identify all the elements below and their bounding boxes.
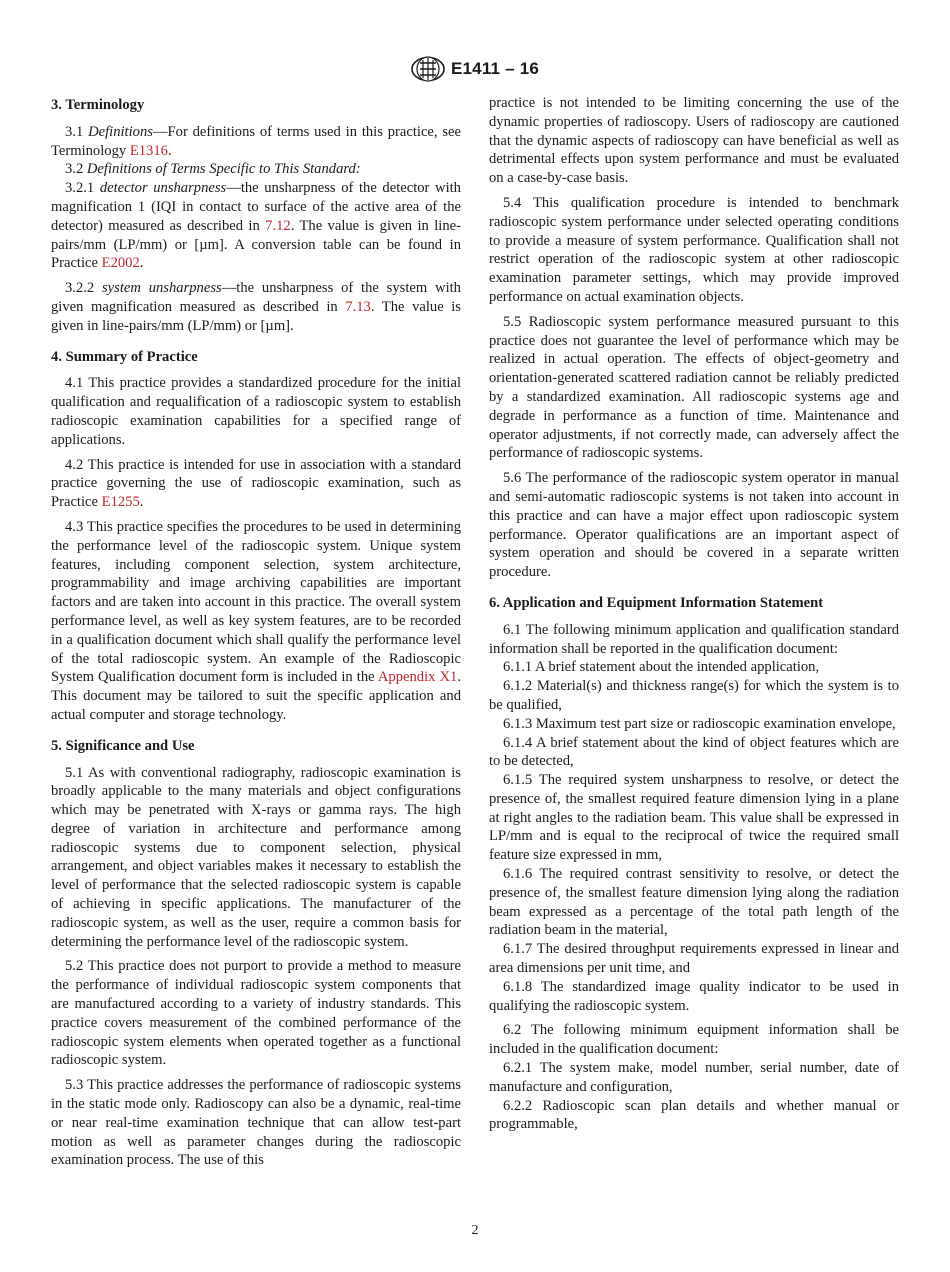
para-5-2: 5.2 This practice does not purport to provide a method to measure the performance of individual radioscopic system components that are manufactured according to a variety of industry standards. This practice covers measurement of the combined performance of the radioscopic system elements when operated together as a functional radioscopic system. bbox=[51, 958, 461, 1069]
para-6-1-4: 6.1.4 A brief statement about the kind of object features which are to be detected, bbox=[489, 734, 899, 770]
link-e1316[interactable]: E1316 bbox=[129, 142, 168, 159]
para-6-2: 6.2 The following minimum equipment information shall be included in the qualification document: bbox=[489, 1022, 899, 1058]
page-number: 2 bbox=[471, 1223, 479, 1238]
link-7-12[interactable]: 7.12 bbox=[265, 217, 291, 234]
right-column bbox=[489, 94, 899, 1134]
page-header bbox=[0, 56, 950, 82]
para-6-1-1: 6.1.1 A brief statement about the intended application, bbox=[503, 659, 820, 676]
para-6-2-2: 6.2.2 Radioscopic scan plan details and whether manual or programmable, bbox=[489, 1097, 899, 1133]
left-column bbox=[51, 94, 461, 1176]
section-5-title: 5. Significance and Use bbox=[51, 737, 195, 754]
para-6-1-6: 6.1.6 The required contrast sensitivity to resolve, or detect the presence of, the smallest feature dimension lying along the radiation beam expressed as a percentage of the total path length of the radiation beam in the material, bbox=[489, 866, 899, 939]
link-e2002[interactable]: E2002 bbox=[101, 255, 140, 272]
link-7-13[interactable]: 7.13 bbox=[345, 298, 371, 315]
para-5-3-continued: practice is not intended to be limiting concerning the use of the dynamic properties of radioscopy. Users of radioscopy are cautioned that the dynamic aspects of radioscopy can have beneficial as well as detrimental effects upon system performance and must be evaluated on a case-by-case basis. bbox=[489, 95, 899, 187]
para-4-2: 4.2 This practice is intended for use in association with a standard practice governing the use of radioscopic examination, such as Practice E1255. bbox=[51, 456, 461, 511]
para-6-1-7: 6.1.7 The desired throughput requirements expressed in linear and area dimensions per unit time, and bbox=[489, 941, 899, 977]
astm-logo-icon bbox=[411, 56, 445, 82]
para-5-5: 5.5 Radioscopic system performance measured pursuant to this practice does not guarantee the level of performance which may be realized in actual operation. The effects of object-geometry and orientation-generated scattered radiation cannot be reliably predicted by a standardized examination. All radioscopic systems age and degrade in performance as a function of time. Maintenance and operator adjustments, if not correctly made, can adversely affect the performance of radioscopic systems. bbox=[489, 313, 899, 462]
para-4-1: 4.1 This practice provides a standardized procedure for the initial qualification and requalification of a radioscopic system to establish radioscopic examination capabilities for a specified range of applications. bbox=[51, 375, 461, 448]
link-e1255[interactable]: E1255 bbox=[101, 494, 140, 511]
para-6-1-2: 6.1.2 Material(s) and thickness range(s) for which the system is to be qualified, bbox=[489, 678, 899, 713]
para-6-2-1: 6.2.1 The system make, model number, serial number, date of manufacture and configuration, bbox=[489, 1060, 899, 1095]
document-id: E1411 – 16 bbox=[450, 59, 540, 78]
para-5-1: 5.1 As with conventional radiography, radioscopic examination is broadly applicable to the many materials and object configurations which may be penetrated with X-rays or gamma rays. The high degree of variation in architecture and performance among radioscopic systems due to component selection, physical arrangement, and object variables makes it necessary to establish the level of performance that the selected radioscopic system is capable of achieving in specific applications. The manufacturer of the radioscopic system, as well as the user, require a common basis for determining the performance level of the radioscopic system. bbox=[51, 764, 461, 950]
section-3-title: 3. Terminology bbox=[51, 97, 145, 113]
section-4-title: 4. Summary of Practice bbox=[51, 348, 198, 365]
para-5-3: 5.3 This practice addresses the performance of radioscopic systems in the static mode only. Radioscopy can also be a dynamic, real-time or near real-time examination technique that can allow test-part motion as well as parameter changes during the radioscopic examination process. The use of this bbox=[51, 1077, 461, 1169]
para-5-6: 5.6 The performance of the radioscopic system operator in manual and semi-automatic radioscopic systems is not taken into account in this practice and can have a major effect upon radioscopic system performance. Operator qualifications are an important aspect of system operation and should be covered in a separate written procedure. bbox=[489, 470, 899, 581]
para-6-1-5: 6.1.5 The required system unsharpness to resolve, or detect the presence of, the smallest required feature dimension lying in a plane at right angles to the radiation beam. This value shall be expressed in LP/mm and is equal to the reciprocal of twice the required small feature size expressed in mm, bbox=[489, 772, 899, 864]
para-3-2-2: 3.2.2 system unsharpness—the unsharpness of the system with given magnification measured as described in 7.13. The value is given in line-pairs/mm (LP/mm) or [µm]. bbox=[51, 280, 461, 334]
para-4-3: 4.3 This practice specifies the procedures to be used in determining the performance level of the radioscopic system. Unique system features, including component selection, system architecture, programmability and image archiving capabilities are important factors and are taken into account in this practice. The overall system performance level, as well as key system features, are to be recorded in a qualification document which shall qualify the performance level of the total radioscopic system. An example of the Radioscopic System Qualification document form is included in the Appendix X1. This document may be tailored to suit the specific application and actual computer and storage technology. bbox=[51, 518, 462, 723]
link-appendix-x1[interactable]: Appendix X1 bbox=[377, 669, 458, 686]
para-3-1: 3.1 Definitions—For definitions of terms used in this practice, see Terminology E1316. bbox=[51, 123, 462, 159]
para-6-1: 6.1 The following minimum application and qualification standard information shall be reported in the qualification document: bbox=[489, 621, 899, 657]
para-3-2-1: 3.2.1 detector unsharpness—the unsharpness of the detector with magnification 1 (IQI in contact to surface of the active area of the detector) measured as described in 7.12. The value is given in line-pairs/mm (LP/mm) or [µm]. A conversion table can be found in Practice E2002. bbox=[51, 180, 461, 272]
para-5-4: 5.4 This qualification procedure is intended to benchmark radioscopic system performance under selected operating conditions to provide a measure of system performance. Qualification shall not restrict operation of the radioscopic system at other radioscopic examination parameter settings, which may provide improved performance on actual examination objects. bbox=[489, 194, 899, 305]
section-6-title: 6. Application and Equipment Information Statement bbox=[489, 594, 824, 611]
para-3-2: 3.2 Definitions of Terms Specific to This Standard: bbox=[65, 161, 361, 178]
para-6-1-3: 6.1.3 Maximum test part size or radioscopic examination envelope, bbox=[503, 715, 896, 732]
para-6-1-8: 6.1.8 The standardized image quality indicator to be used in qualifying the radioscopic system. bbox=[489, 978, 899, 1014]
